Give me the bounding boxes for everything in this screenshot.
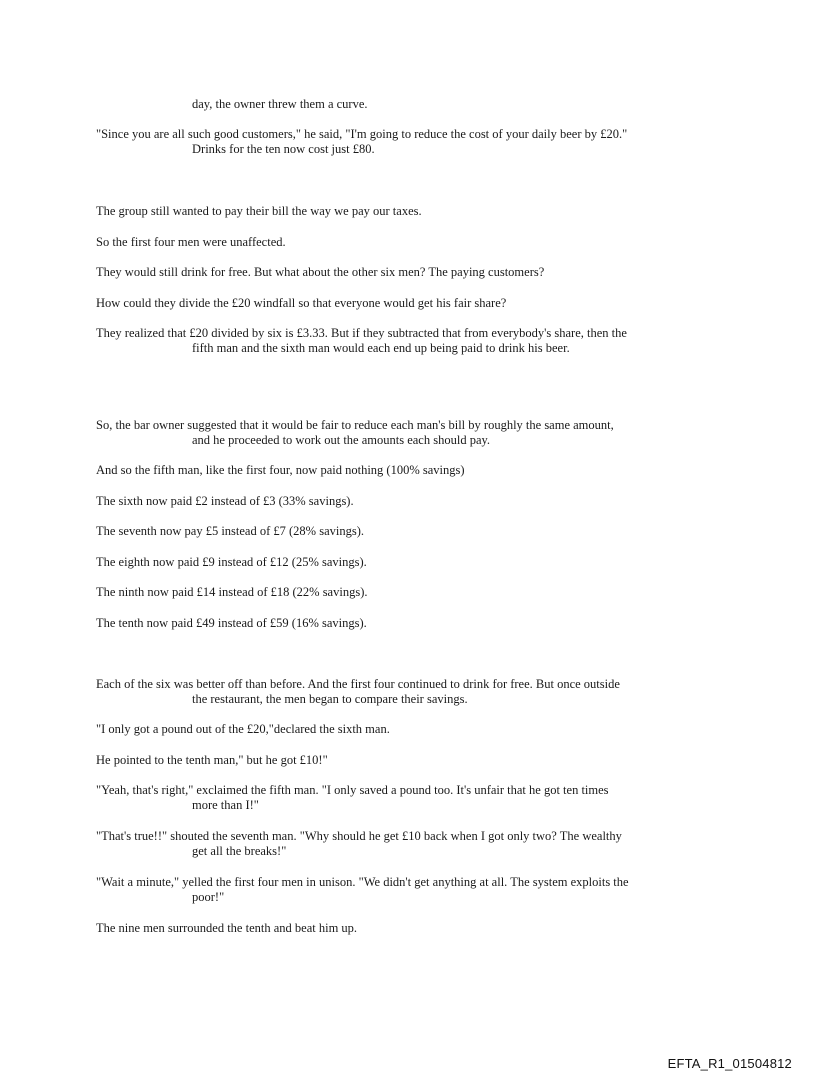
paragraph-19: "That's true!!" shouted the seventh man. "Why should he get £10 back when I got only two? The wealthy get all the breaks!" [96,829,622,858]
paragraph-8: So, the bar owner suggested that it would be fair to reduce each man's bill by roughly the same amount, and he proceeded to work out the amounts each should pay. [96,418,614,447]
paragraph-2: "Since you are all such good customers," he said, "I'm going to reduce the cost of your daily beer by £20." Drinks for the ten now cost just £80. [96,127,628,156]
paragraph-3: The group still wanted to pay their bill the way we pay our taxes. [96,204,422,218]
paragraph-13: The ninth now paid £14 instead of £18 (22% savings). [96,585,368,599]
paragraph-21: The nine men surrounded the tenth and beat him up. [96,921,358,935]
document-id-label: EFTA_R1_01504812 [667,1056,792,1071]
paragraph-14: The tenth now paid £49 instead of £59 (16% savings). [96,616,367,630]
paragraph-16: "I only got a pound out of the £20,"declared the sixth man. [96,722,390,736]
paragraph-10: The sixth now paid £2 instead of £3 (33% savings). [96,494,354,508]
paragraph-12: The eighth now paid £9 instead of £12 (25% savings). [96,555,367,569]
paragraph-15: Each of the six was better off than before. And the first four continued to drink for free. But once outside the restaurant, the men began to compare their savings. [96,677,620,706]
paragraph-1: day, the owner threw them a curve. [192,97,368,111]
paragraph-9: And so the fifth man, like the first four, now paid nothing (100% savings) [96,463,465,477]
paragraph-7: They realized that £20 divided by six is £3.33. But if they subtracted that from everybody's share, then the fifth man and the sixth man would each end up being paid to drink his beer. [96,326,627,355]
paragraph-17: He pointed to the tenth man," but he got £10!" [96,753,328,767]
paragraph-20: "Wait a minute," yelled the first four men in unison. "We didn't get anything at all. The system exploits the poor!" [96,875,629,904]
paragraph-6: How could they divide the £20 windfall so that everyone would get his fair share? [96,296,507,310]
paragraph-11: The seventh now pay £5 instead of £7 (28% savings). [96,524,364,538]
paragraph-4: So the first four men were unaffected. [96,235,286,249]
paragraph-5: They would still drink for free. But what about the other six men? The paying customers? [96,265,545,279]
paragraph-18: "Yeah, that's right," exclaimed the fifth man. "I only saved a pound too. It's unfair that he got ten times more than I!" [96,783,609,812]
